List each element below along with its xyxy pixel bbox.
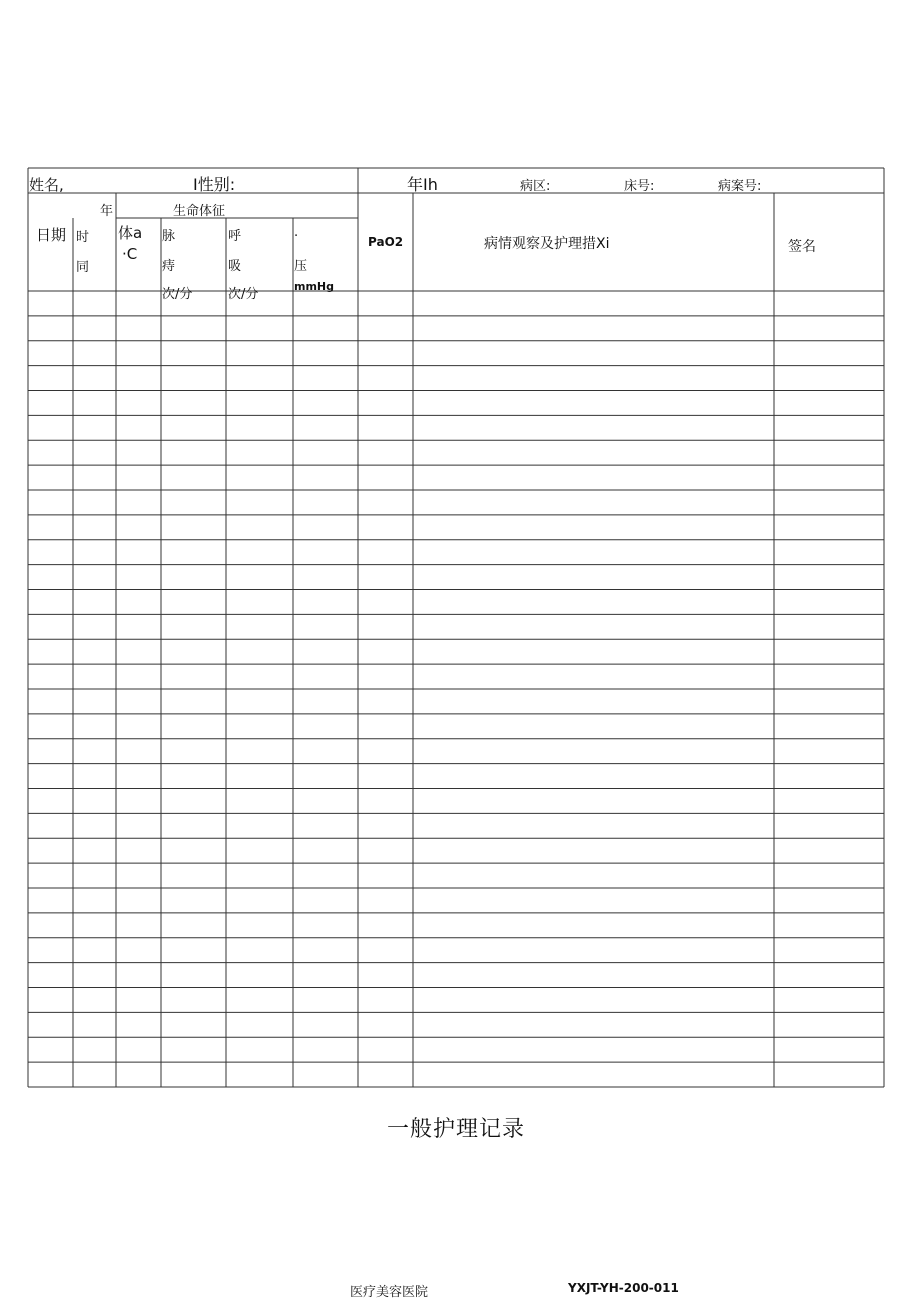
vital-signs-label: 生命体征 (173, 204, 226, 219)
temperature-column-header-line1: 体a (118, 224, 143, 242)
temperature-column-header-unit: ·C (122, 245, 138, 263)
bed-label: 床号: (624, 179, 655, 194)
respiration-header-line2: 吸 (228, 259, 242, 274)
blood-pressure-column-header (293, 222, 357, 293)
pao2-column-header: PaO2 (368, 235, 404, 249)
blood-pressure-header-line1: . (294, 225, 299, 240)
footer-document-code: YXJT-YH-200-011 (568, 1281, 679, 1295)
pulse-header-line1: 脉 (162, 229, 176, 244)
signature-column-header: 签名 (788, 239, 816, 255)
gender-label: I性别: (193, 175, 236, 194)
observation-column-header: 病情观察及护理措Xi (484, 236, 610, 252)
time-column-header-line1: 时 (76, 230, 90, 245)
time-column-header-line2: 同 (76, 260, 90, 275)
footer-hospital-name: 医疗美容医院 (350, 1285, 429, 1300)
pulse-column-header (161, 222, 225, 302)
case-number-label: 病案号: (718, 179, 762, 194)
respiration-column-header (227, 222, 291, 302)
respiration-header-line1: 呼 (228, 229, 242, 244)
age-label: 年Ih (407, 175, 438, 194)
blood-pressure-header-unit: mmHg (294, 280, 335, 293)
ward-label: 病区: (520, 179, 551, 194)
pulse-header-line2: 痔 (162, 259, 176, 274)
year-column-label: 年 (100, 204, 114, 219)
page-title: 一般护理记录 (386, 1117, 525, 1142)
name-label: 姓名, (29, 176, 64, 194)
blood-pressure-header-line2: 压 (294, 259, 308, 274)
pulse-header-unit: 次/分 (162, 287, 193, 302)
respiration-header-unit: 次/分 (228, 287, 259, 302)
date-column-header: 日期 (36, 226, 67, 244)
